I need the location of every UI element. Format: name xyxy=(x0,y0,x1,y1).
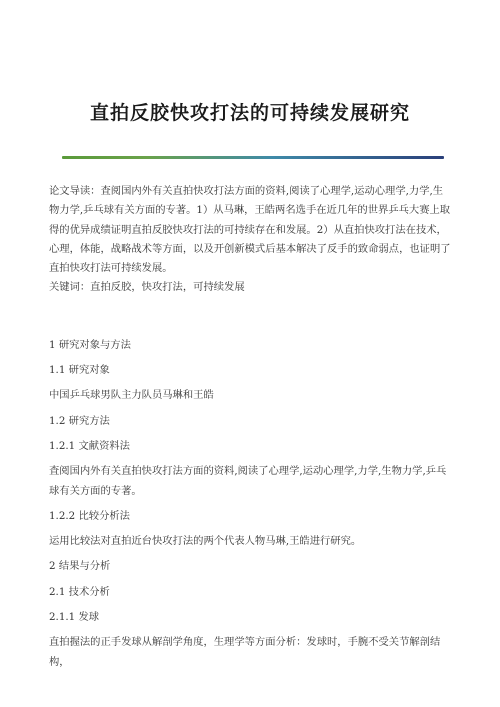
abstract-paragraph: 论文导读：査阅国内外有关直拍快攻打法方面的资料,阅读了心理学,运动心理学,力学,生物力学,乒乓球有关方面的专著。1）从马琳，王皓两名选手在近几年的世界乒乓大赛上取得的优异成绩证明直拍反胶快攻打法的可持续存在和发展。2）从直拍快攻打法在技术，心理，体能，战略战术等方面，以及开创新模式后基本解决了反手的致命弱点，也证明了直拍快攻打法可持续发展。 xyxy=(49,185,451,275)
section-text-2-1-1: 直拍握法的正手发球从解剖学角度，生理学等方面分析：发球时，手腕不受关节解剖结构， xyxy=(49,636,441,668)
keywords-line: 关键词：直拍反胶，快攻打法，可持续发展 xyxy=(49,281,245,294)
section-heading-2: 2 结果与分析 xyxy=(49,560,111,573)
section-heading-1: 1 研究对象与方法 xyxy=(49,338,131,351)
section-heading-1-2-2: 1.2.2 比较分析法 xyxy=(49,509,130,522)
section-heading-1-1: 1.1 研究对象 xyxy=(49,364,110,377)
section-text-1-1: 中国乒乓球男队主力队员马琳和王皓 xyxy=(49,389,214,402)
section-heading-2-1: 2.1 技术分析 xyxy=(49,585,110,598)
title-divider xyxy=(62,156,444,159)
section-heading-1-2-1: 1.2.1 文献资料法 xyxy=(49,439,130,452)
document-title: 直拍反胶快攻打法的可持续发展研究 xyxy=(89,102,410,124)
section-heading-2-1-1: 2.1.1 发球 xyxy=(49,611,100,624)
section-heading-1-2: 1.2 研究方法 xyxy=(49,414,110,427)
document-body xyxy=(49,182,451,668)
section-text-1-2-1: 査阅国内外有关直拍快攻打法方面的资料,阅读了心理学,运动心理学,力学,生物力学,乒乓球有关方面的专著。 xyxy=(49,465,447,497)
section-text-1-2-2: 运用比较法对直拍近台快攻打法的两个代表人物马琳,王皓进行研究。 xyxy=(49,535,362,548)
section-gap xyxy=(49,298,451,336)
